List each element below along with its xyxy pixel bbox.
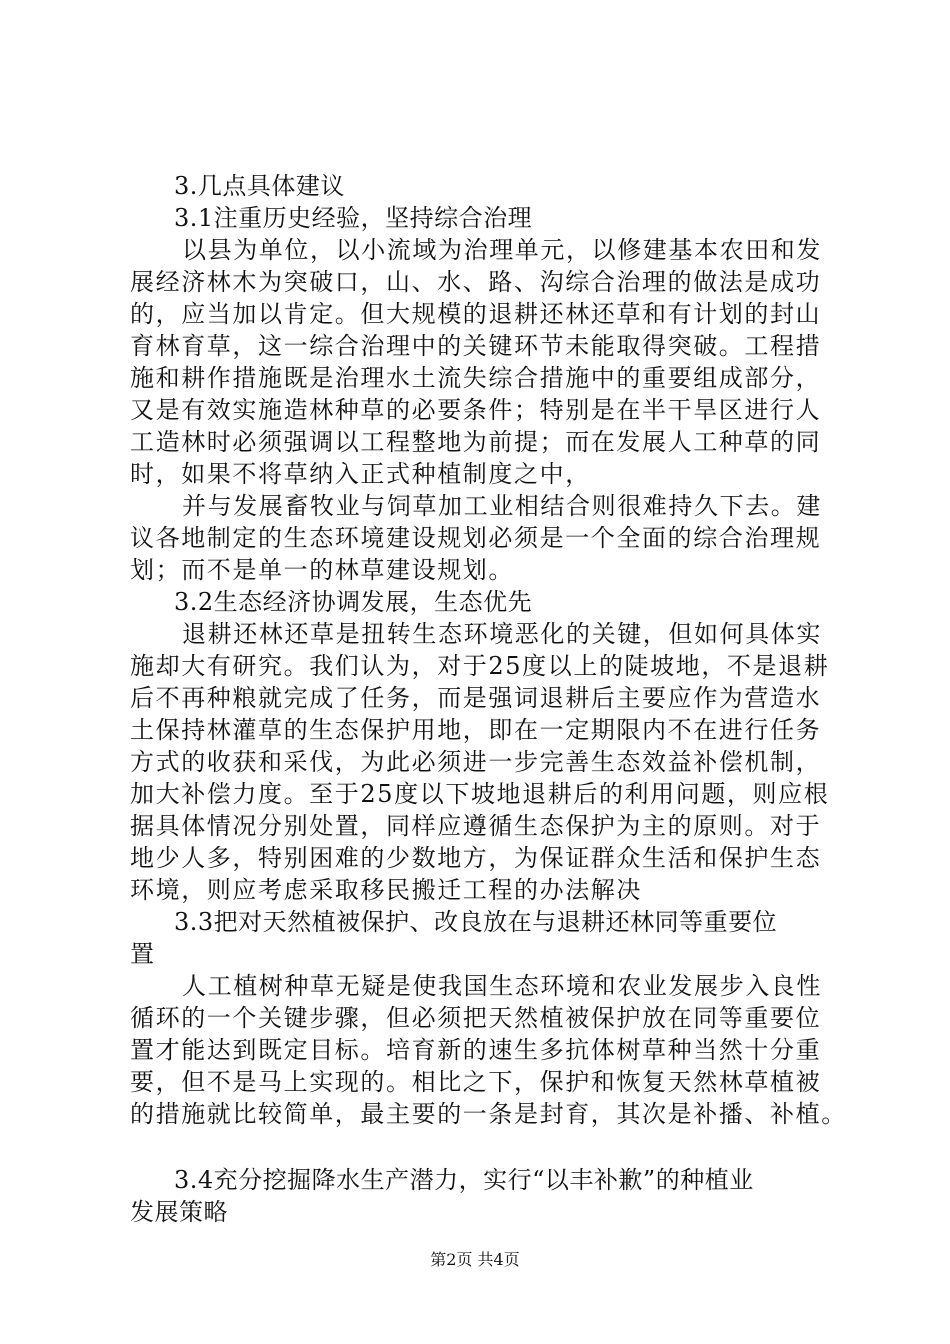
paragraph-line: 的措施就比较简单，最主要的一条是封育，其次是补播、补植。 [130,1100,847,1128]
subsection-title-line: 置 [130,940,155,968]
blank-line [130,1130,842,1164]
paragraph-line: 人工植树种草无疑是使我国生态环境和农业发展步入良性 [182,972,822,1000]
paragraph-line: 加大补偿力度。至于25度以下坡地退耕后的利用问题，则应根 [130,780,830,808]
paragraph-line: 后不再种粮就完成了任务，而是强词退耕后主要应作为营造水 [130,684,822,712]
subsection-title-3-2: 3.2生态经济协调发展，生态优先 [174,588,533,616]
subsection-title-line: 发展策略 [130,1198,228,1226]
paragraph-3-1-b [130,490,842,586]
paragraph-line: 议各地制定的生态环境建设规划必须是一个全面的综合治理规 [130,524,822,552]
paragraph-line: 划；而不是单一的林草建设规划。 [130,556,514,584]
paragraph-line: 施却大有研究。我们认为，对于25度以上的陡坡地，不是退耕 [130,652,830,680]
section-title: 3.几点具体建议 [174,172,345,200]
paragraph-line: 的，应当加以肯定。但大规模的退耕还林还草和有计划的封山 [130,300,822,328]
paragraph-line: 工造林时必须强调以工程整地为前提；而在发展人工种草的同 [130,428,822,456]
paragraph-3-3 [130,970,847,1130]
subsection-title-line: 3.3把对天然植被保护、改良放在与退耕还林同等重要位 [174,908,778,936]
subsection-title-line: 3.4充分挖掘降水生产潜力，实行“以丰补歉”的种植业 [174,1166,754,1194]
paragraph-line: 时，如果不将草纳入正式种植制度之中， [130,460,591,488]
paragraph-line: 施和耕作措施既是治理水土流失综合措施中的重要组成部分， [130,364,822,392]
paragraph-3-1-a [130,234,842,490]
paragraph-line: 又是有效实施造林种草的必要条件；特别是在半干旱区进行人 [130,396,822,424]
paragraph-line: 并与发展畜牧业与饲草加工业相结合则很难持久下去。建 [182,492,822,520]
subsection-title-3-3 [130,906,842,970]
document-body [130,170,847,1228]
paragraph-line: 要，但不是马上实现的。相比之下，保护和恢复天然林草植被 [130,1068,822,1096]
paragraph-line: 地少人多，特别困难的少数地方，为保证群众生活和保护生态 [130,844,822,872]
paragraph-line: 退耕还林还草是扭转生态环境恶化的关键，但如何具体实 [182,620,822,648]
paragraph-line: 育林育草，这一综合治理中的关键环节未能取得突破。工程措 [130,332,822,360]
paragraph-line: 方式的收获和采伐，为此必须进一步完善生态效益补偿机制， [130,748,822,776]
paragraph-line: 置才能达到既定目标。培育新的速生多抗体树草种当然十分重 [130,1036,822,1064]
paragraph-line: 据具体情况分别处置，同样应遵循生态保护为主的原则。对于 [130,812,822,840]
paragraph-line: 以县为单位，以小流域为治理单元，以修建基本农田和发 [182,236,822,264]
page-footer: 第2页 共4页 [430,1250,520,1269]
paragraph-line: 循环的一个关键步骤，但必须把天然植被保护放在同等重要位 [130,1004,822,1032]
subsection-title-3-1: 3.1注重历史经验，坚持综合治理 [174,204,533,232]
paragraph-line: 环境，则应考虑采取移民搬迁工程的办法解决 [130,876,642,904]
paragraph-line: 土保持林灌草的生态保护用地，即在一定期限内不在进行任务 [130,716,822,744]
paragraph-3-2 [130,618,842,906]
subsection-title-3-4 [130,1164,842,1228]
paragraph-line: 展经济林木为突破口，山、水、路、沟综合治理的做法是成功 [130,268,822,296]
